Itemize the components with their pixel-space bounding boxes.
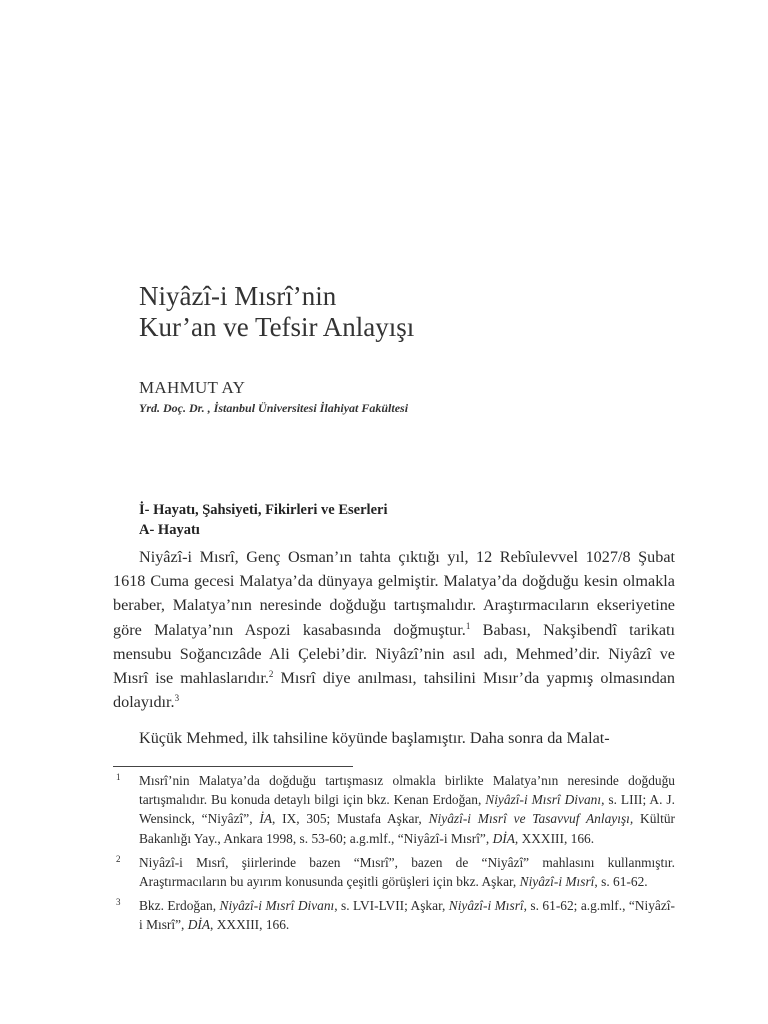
article-title bbox=[139, 281, 414, 343]
footnote-italic: Niyâzî-i Mısrî ve Tasavvuf Anlayışı, bbox=[428, 811, 634, 827]
p1-text-b: Babası, Nakşibendî tarikatı mensubu Soğancızâde Ali Çelebi’dir. Niyâzî’nin asıl adı, Mehmed’dir. Niyâzî ve Mısrî ise mahlaslarıdır. bbox=[113, 620, 676, 688]
footnote-italic: DİA bbox=[187, 917, 211, 933]
footnote-text: , IX, 305; Mustafa Aşkar, bbox=[272, 811, 429, 827]
footnote-2 bbox=[113, 853, 675, 891]
title-line-2: Kur’an ve Tefsir Anlayışı bbox=[139, 312, 415, 342]
footnote-italic: Niyâzî-i Mısrî Divanı bbox=[219, 898, 335, 914]
title-line-1: Niyâzî-i Mısrî’nin bbox=[139, 281, 337, 311]
footnote-number: 3 bbox=[116, 897, 121, 908]
p1-text-a: Niyâzî-i Mısrî, Genç Osman’ın tahta çıktığı yıl, 12 Rebîulevvel 1027/8 Şubat 1618 Cuma gecesi Malatya’da dünyaya gelmiştir. Malatya’da doğduğu kesin olmakla beraber, Malatya’nın neresinde doğduğu tartışmalıdır. Araştırmacıların ekseriyetine göre Malatya’nın Aspozi kasabasında doğmuştur. bbox=[113, 548, 675, 639]
footnote-1 bbox=[113, 771, 675, 848]
footnote-number: 2 bbox=[116, 853, 121, 864]
footnote-text: Mısrî’nin Malatya’da doğduğu tartışmasız olmakla birlikte Malatya’nın neresinde doğduğu tartışmalıdır. Bu konuda detaylı bilgi için bkz. Kenan Erdoğan, bbox=[139, 773, 675, 808]
author-affiliation: Yrd. Doç. Dr. , İstanbul Üniversitesi İlahiyat Fakültesi bbox=[139, 401, 409, 415]
footnote-text: , s. 61-62. bbox=[594, 874, 648, 890]
paragraph-2: Küçük Mehmed, ilk tahsiline köyünde başlamıştır. Daha sonra da Malat- bbox=[139, 729, 610, 748]
footnote-3 bbox=[113, 896, 675, 934]
footnote-number: 1 bbox=[116, 772, 121, 782]
footnote-text: , s. LIII; A. J. Wensinck, “Niyâzî”, bbox=[139, 792, 675, 827]
footnote-text: , XXXIII, 166. bbox=[210, 917, 290, 933]
footnote-italic: DİA bbox=[492, 830, 515, 846]
footnote-ref-2: 2 bbox=[268, 669, 274, 680]
footnote-text: , XXXIII, 166. bbox=[514, 830, 595, 846]
paragraph-1 bbox=[113, 545, 675, 714]
footnote-ref-1: 1 bbox=[465, 620, 471, 631]
section-heading: İ- Hayatı, Şahsiyeti, Fikirleri ve Eserleri bbox=[139, 502, 388, 518]
footnote-text: Niyâzî-i Mısrî, şiirlerinde bazen “Mısrî”, bazen de “Niyâzî” mahlasını kullanmıştır. Araştırmacıların bu ayırım konusunda çeşitli görüşleri için bkz. Aşkar, bbox=[139, 854, 675, 890]
footnote-divider bbox=[113, 766, 353, 767]
footnote-italic: Niyâzî-i Mısrî bbox=[519, 874, 595, 890]
author-name: MAHMUT AY bbox=[139, 378, 246, 397]
footnote-italic: Niyâzî-i Mısrî bbox=[448, 898, 524, 914]
footnote-ref-3: 3 bbox=[174, 693, 180, 704]
footnote-text: Bkz. Erdoğan, bbox=[139, 898, 220, 914]
body-text bbox=[113, 545, 675, 751]
footnotes bbox=[113, 771, 675, 940]
footnote-text: , s. LVI-LVII; Aşkar, bbox=[334, 898, 449, 914]
subsection-heading: A- Hayatı bbox=[139, 522, 200, 538]
footnote-text: Kültür Bakanlığı Yay., Ankara 1998, s. 53-60; a.g.mlf., “Niyâzî-i Mısrî”, bbox=[139, 811, 675, 846]
footnote-italic: İA bbox=[259, 811, 272, 827]
footnote-italic: Niyâzî-i Mısrî Divanı bbox=[485, 792, 602, 808]
p1-text-c: Mısrî diye anılması, tahsilini Mısır’da yapmış olmasından dolayıdır. bbox=[113, 669, 675, 712]
footnote-text: , s. 61-62; a.g.mlf., “Niyâzî-i Mısrî”, bbox=[139, 898, 675, 933]
